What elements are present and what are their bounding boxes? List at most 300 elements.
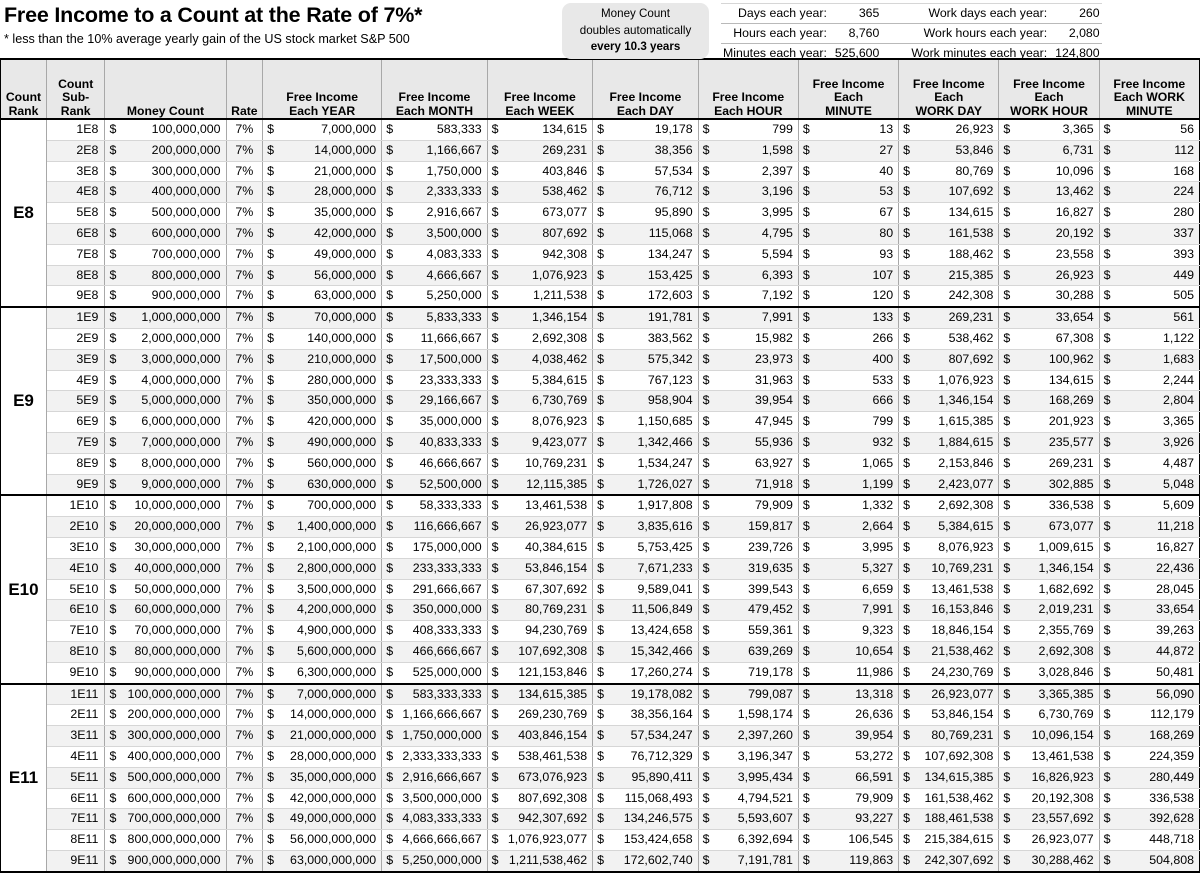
cell-text: 504,808 [1149,852,1194,867]
money-count-cell [105,265,226,286]
month-cell [382,850,487,871]
cell-text: 1,346,154 [938,393,994,408]
cell-text: 1E9 [76,310,99,325]
work-minute-cell [1099,558,1199,579]
minute-cell [798,161,898,182]
table-row[interactable] [1,265,1200,286]
currency-symbol: $ [597,310,605,325]
currency-symbol: $ [702,519,710,534]
cell-text: 40,384,615 [525,539,588,554]
day-cell [593,746,698,767]
cell-text: 4,487 [1162,455,1194,470]
year-cell [263,474,382,495]
currency-symbol: $ [903,581,911,596]
cell-text: 300,000,000 [151,163,221,178]
work-minute-cell [1099,474,1199,495]
minute-cell [798,391,898,412]
column-header-9[interactable] [798,59,898,119]
cell-text: 40,000,000,000 [134,560,221,575]
work-hour-cell [999,809,1099,830]
cell-text: 336,538 [1149,790,1194,805]
month-cell [382,223,487,244]
money-count-cell [105,182,226,203]
hour-cell [698,684,798,705]
cell-text: 107,692,308 [518,643,588,658]
currency-symbol: $ [491,351,499,366]
cell-text: 1E11 [70,686,99,701]
cell-text: 24,230,769 [931,664,994,679]
currency-symbol: $ [802,623,810,638]
cell-text: 3,196,347 [737,748,793,763]
currency-symbol: $ [702,267,710,282]
month-cell [382,412,487,433]
column-header-12[interactable] [1099,59,1199,119]
currency-symbol: $ [1003,643,1011,658]
table-row[interactable] [1,809,1200,830]
currency-symbol: $ [386,623,394,638]
table-row[interactable] [1,432,1200,453]
work-minute-cell [1099,119,1199,140]
currency-symbol: $ [109,246,117,261]
count-sub-rank-cell [46,432,104,453]
year-cell [263,349,382,370]
currency-symbol: $ [597,560,605,575]
currency-symbol: $ [1103,498,1111,513]
table-row[interactable] [1,579,1200,600]
cell-text: 210,000,000 [307,351,377,366]
cell-text: 7E10 [69,623,99,638]
table-row[interactable] [1,307,1200,328]
cell-text: 7% [235,205,254,220]
cell-text: 3,926 [1162,434,1194,449]
cell-text: 5E11 [70,769,99,784]
column-header-7[interactable] [593,59,698,119]
table-row[interactable] [1,641,1200,662]
cell-text: 23,973 [754,351,793,366]
cell-text: 4E8 [76,184,99,199]
month-cell [382,140,487,161]
cell-text: 2E9 [76,330,99,345]
work-day-cell [899,767,999,788]
column-header-4[interactable] [263,59,382,119]
cell-text: 200,000,000,000 [127,707,221,722]
currency-symbol: $ [1103,414,1111,429]
currency-symbol: $ [903,623,911,638]
fact-value-2: 260 [1053,4,1101,24]
year-cell [263,600,382,621]
table-row[interactable] [1,495,1200,516]
column-header-line: Free Income [286,90,359,104]
cell-text: 215,384,615 [924,832,994,847]
cell-text: 7,000,000 [321,122,377,136]
currency-symbol: $ [109,686,117,701]
table-row[interactable] [1,621,1200,642]
cell-text: 57,534 [654,163,693,178]
currency-symbol: $ [491,225,499,240]
cell-text: 583,333 [436,122,482,136]
count-sub-rank-cell [46,517,104,538]
cell-text: 29,166,667 [419,393,482,408]
cell-text: 538,462 [542,184,588,199]
cell-text: 575,342 [647,351,693,366]
cell-text: 6,393 [761,267,793,282]
month-cell [382,600,487,621]
cell-text: 700,000,000,000 [127,811,221,826]
year-cell [263,788,382,809]
column-header-line: WORK HOUR [1010,103,1088,118]
currency-symbol: $ [802,476,810,491]
work-hour-cell [999,705,1099,726]
cell-text: 14,000,000,000 [290,707,377,722]
hour-cell [698,161,798,182]
currency-symbol: $ [1103,476,1111,491]
cell-text: 6E9 [76,414,99,429]
hour-cell [698,223,798,244]
table-row[interactable] [1,161,1200,182]
day-cell [593,641,698,662]
cell-text: 490,000,000 [307,434,377,449]
cell-text: 38,356,164 [630,707,693,722]
rate-cell [226,517,263,538]
currency-symbol: $ [267,623,275,638]
currency-symbol: $ [597,267,605,282]
work-hour-cell [999,495,1099,516]
currency-symbol: $ [1003,519,1011,534]
day-cell [593,830,698,851]
cell-text: 2,153,846 [938,455,994,470]
table-row[interactable] [1,537,1200,558]
cell-text: 559,361 [748,623,793,638]
currency-symbol: $ [597,664,605,679]
currency-symbol: $ [109,267,117,282]
table-row[interactable] [1,370,1200,391]
currency-symbol: $ [267,811,275,826]
count-sub-rank-cell [46,265,104,286]
currency-symbol: $ [702,288,710,303]
table-row[interactable] [1,600,1200,621]
table-row[interactable] [1,223,1200,244]
table-header [1,59,1200,119]
cell-text: 5,600,000,000 [296,643,377,658]
year-cell [263,641,382,662]
table-row[interactable] [1,726,1200,747]
month-cell [382,746,487,767]
currency-symbol: $ [491,310,499,325]
work-minute-cell [1099,809,1199,830]
cell-text: 9E11 [70,852,99,867]
currency-symbol: $ [386,748,394,763]
table-row[interactable] [1,558,1200,579]
cell-text: 60,000,000,000 [134,602,221,617]
week-cell [487,495,592,516]
work-minute-cell [1099,705,1199,726]
day-cell [593,662,698,683]
currency-symbol: $ [597,707,605,722]
column-header-5[interactable] [382,59,487,119]
currency-symbol: $ [386,414,394,429]
work-minute-cell [1099,432,1199,453]
table-row[interactable] [1,391,1200,412]
column-header-line: MINUTE [1125,103,1173,118]
column-header-line: Rank [60,103,91,118]
minute-cell [798,746,898,767]
table-row[interactable] [1,684,1200,705]
currency-symbol: $ [702,748,710,763]
currency-symbol: $ [109,163,117,178]
cell-text: 4,083,333 [426,246,482,261]
currency-symbol: $ [903,372,911,387]
work-day-cell [899,328,999,349]
cell-text: 5,753,425 [637,539,693,554]
currency-symbol: $ [597,686,605,701]
work-day-cell [899,307,999,328]
cell-text: 1,332 [862,498,894,513]
column-header-line: Each [833,90,864,104]
currency-symbol: $ [491,288,499,303]
table-row[interactable] [1,830,1200,851]
column-header-line: Each HOUR [714,103,783,118]
table-row[interactable] [1,328,1200,349]
week-cell [487,286,592,307]
currency-symbol: $ [1003,351,1011,366]
work-minute-cell [1099,161,1199,182]
work-hour-cell [999,265,1099,286]
currency-symbol: $ [903,163,911,178]
cell-text: 7% [235,539,254,554]
table-row[interactable] [1,746,1200,767]
currency-symbol: $ [1103,581,1111,596]
table-row[interactable] [1,453,1200,474]
cell-text: 26,923,077 [1031,832,1094,847]
cell-text: 93,227 [855,811,894,826]
column-header-8[interactable] [698,59,798,119]
week-cell [487,746,592,767]
currency-symbol: $ [903,519,911,534]
work-minute-cell [1099,140,1199,161]
currency-symbol: $ [109,643,117,658]
cell-text: 63,000,000,000 [290,852,377,867]
cell-text: 2,423,077 [938,476,994,491]
table-row[interactable] [1,182,1200,203]
fact-label-2: Work minutes each year: [889,43,1053,63]
currency-symbol: $ [386,310,394,325]
money-count-cell [105,600,226,621]
minute-cell [798,140,898,161]
currency-symbol: $ [386,539,394,554]
cell-text: 2,333,333,333 [402,748,482,763]
cell-text: 200,000,000 [151,142,221,157]
fact-label: Days each year: [721,4,833,24]
column-header-0[interactable] [1,59,47,119]
currency-symbol: $ [1103,790,1111,805]
week-cell [487,182,592,203]
minute-cell [798,328,898,349]
title-block [0,2,560,47]
cell-text: 63,000,000 [314,288,377,303]
currency-symbol: $ [903,267,911,282]
week-cell [487,349,592,370]
month-cell [382,182,487,203]
currency-symbol: $ [267,769,275,784]
cell-text: 120 [872,288,894,303]
currency-symbol: $ [1003,225,1011,240]
work-day-cell [899,265,999,286]
cell-text: 8,076,923 [532,414,588,429]
cell-text: 119,863 [849,852,894,867]
currency-symbol: $ [903,686,911,701]
table-row[interactable] [1,788,1200,809]
currency-symbol: $ [702,602,710,617]
cell-text: 153,425 [647,267,693,282]
month-cell [382,662,487,683]
cell-text: 4E11 [70,748,99,763]
work-hour-cell [999,830,1099,851]
column-header-line: Sub- [62,90,90,104]
cell-text: 3,835,616 [637,519,693,534]
cell-text: 7,191,781 [737,852,793,867]
cell-text: 5,384,615 [532,372,588,387]
column-header-line: Count [5,90,42,104]
work-day-cell [899,850,999,871]
work-hour-cell [999,767,1099,788]
minute-cell [798,558,898,579]
currency-symbol: $ [702,455,710,470]
currency-symbol: $ [802,372,810,387]
hour-cell [698,788,798,809]
currency-symbol: $ [903,393,911,408]
currency-symbol: $ [491,769,499,784]
cell-text: 9E9 [76,476,99,491]
column-header-3[interactable] [226,59,263,119]
rate-cell [226,286,263,307]
cell-text: 22,436 [1156,560,1194,575]
currency-symbol: $ [267,372,275,387]
column-header-2[interactable] [105,59,226,119]
column-header-11[interactable] [999,59,1099,119]
count-sub-rank-cell [46,244,104,265]
currency-symbol: $ [386,205,394,220]
table-row[interactable] [1,349,1200,370]
table-row[interactable] [1,412,1200,433]
cell-text: 3,500,000,000 [296,581,377,596]
currency-symbol: $ [386,476,394,491]
column-header-10[interactable] [899,59,999,119]
currency-symbol: $ [597,205,605,220]
currency-symbol: $ [1103,852,1111,867]
week-cell [487,537,592,558]
currency-symbol: $ [267,748,275,763]
currency-symbol: $ [386,664,394,679]
cell-text: 2,916,666,667 [402,769,482,784]
cell-text: 107,692,308 [924,748,994,763]
hour-cell [698,391,798,412]
cell-text: 673,077 [1048,519,1094,534]
cell-text: 13,318 [855,686,894,701]
cell-text: 26,923,077 [931,686,994,701]
cell-text: 159,817 [748,519,793,534]
work-hour-cell [999,850,1099,871]
currency-symbol: $ [109,393,117,408]
day-cell [593,558,698,579]
rate-cell [226,244,263,265]
table-row[interactable] [1,767,1200,788]
cell-text: 76,712,329 [630,748,693,763]
hour-cell [698,641,798,662]
cell-text: 1,683 [1162,351,1194,366]
minute-cell [798,432,898,453]
table-row[interactable] [1,140,1200,161]
rate-cell [226,453,263,474]
currency-symbol: $ [1003,184,1011,199]
table-row[interactable] [1,517,1200,538]
cell-text: 2,692,308 [532,330,588,345]
cell-text: 23,558 [1055,246,1094,261]
cell-text: 53,272 [855,748,894,763]
cell-text: 133 [872,310,894,325]
column-header-1[interactable] [46,59,104,119]
count-rank-cell: E10 [1,495,47,683]
table-row[interactable] [1,662,1200,683]
rate-cell [226,684,263,705]
table-row[interactable] [1,119,1200,140]
cell-text: 13,462 [1055,184,1094,199]
currency-symbol: $ [491,142,499,157]
currency-symbol: $ [267,330,275,345]
hour-cell [698,621,798,642]
rate-cell [226,767,263,788]
currency-symbol: $ [267,267,275,282]
cell-text: 95,890,411 [631,769,693,784]
minute-cell [798,726,898,747]
table-row[interactable] [1,705,1200,726]
currency-symbol: $ [597,393,605,408]
work-hour-cell [999,641,1099,662]
cell-text: 1,884,615 [938,434,994,449]
cell-text: 4,795 [761,225,793,240]
week-cell [487,767,592,788]
year-cell [263,850,382,871]
cell-text: 47,945 [754,414,793,429]
cell-text: 392,628 [1149,811,1194,826]
day-cell [593,600,698,621]
currency-symbol: $ [267,686,275,701]
cell-text: 40 [879,163,894,178]
table-row[interactable] [1,244,1200,265]
rate-cell [226,182,263,203]
work-hour-cell [999,119,1099,140]
currency-symbol: $ [597,728,605,743]
currency-symbol: $ [802,393,810,408]
table-row[interactable] [1,474,1200,495]
day-cell [593,119,698,140]
currency-symbol: $ [267,498,275,513]
week-cell [487,579,592,600]
cell-text: 13 [879,122,894,136]
table-row[interactable] [1,850,1200,871]
table-row[interactable] [1,203,1200,224]
rate-cell [226,621,263,642]
cell-text: 53,846,154 [525,560,588,575]
cell-text: 9,423,077 [532,434,588,449]
table-row[interactable] [1,286,1200,307]
currency-symbol: $ [597,748,605,763]
currency-symbol: $ [109,832,117,847]
currency-symbol: $ [1103,664,1111,679]
currency-symbol: $ [491,393,499,408]
column-header-6[interactable] [487,59,592,119]
minute-cell [798,600,898,621]
cell-text: 583,333,333 [412,686,482,701]
